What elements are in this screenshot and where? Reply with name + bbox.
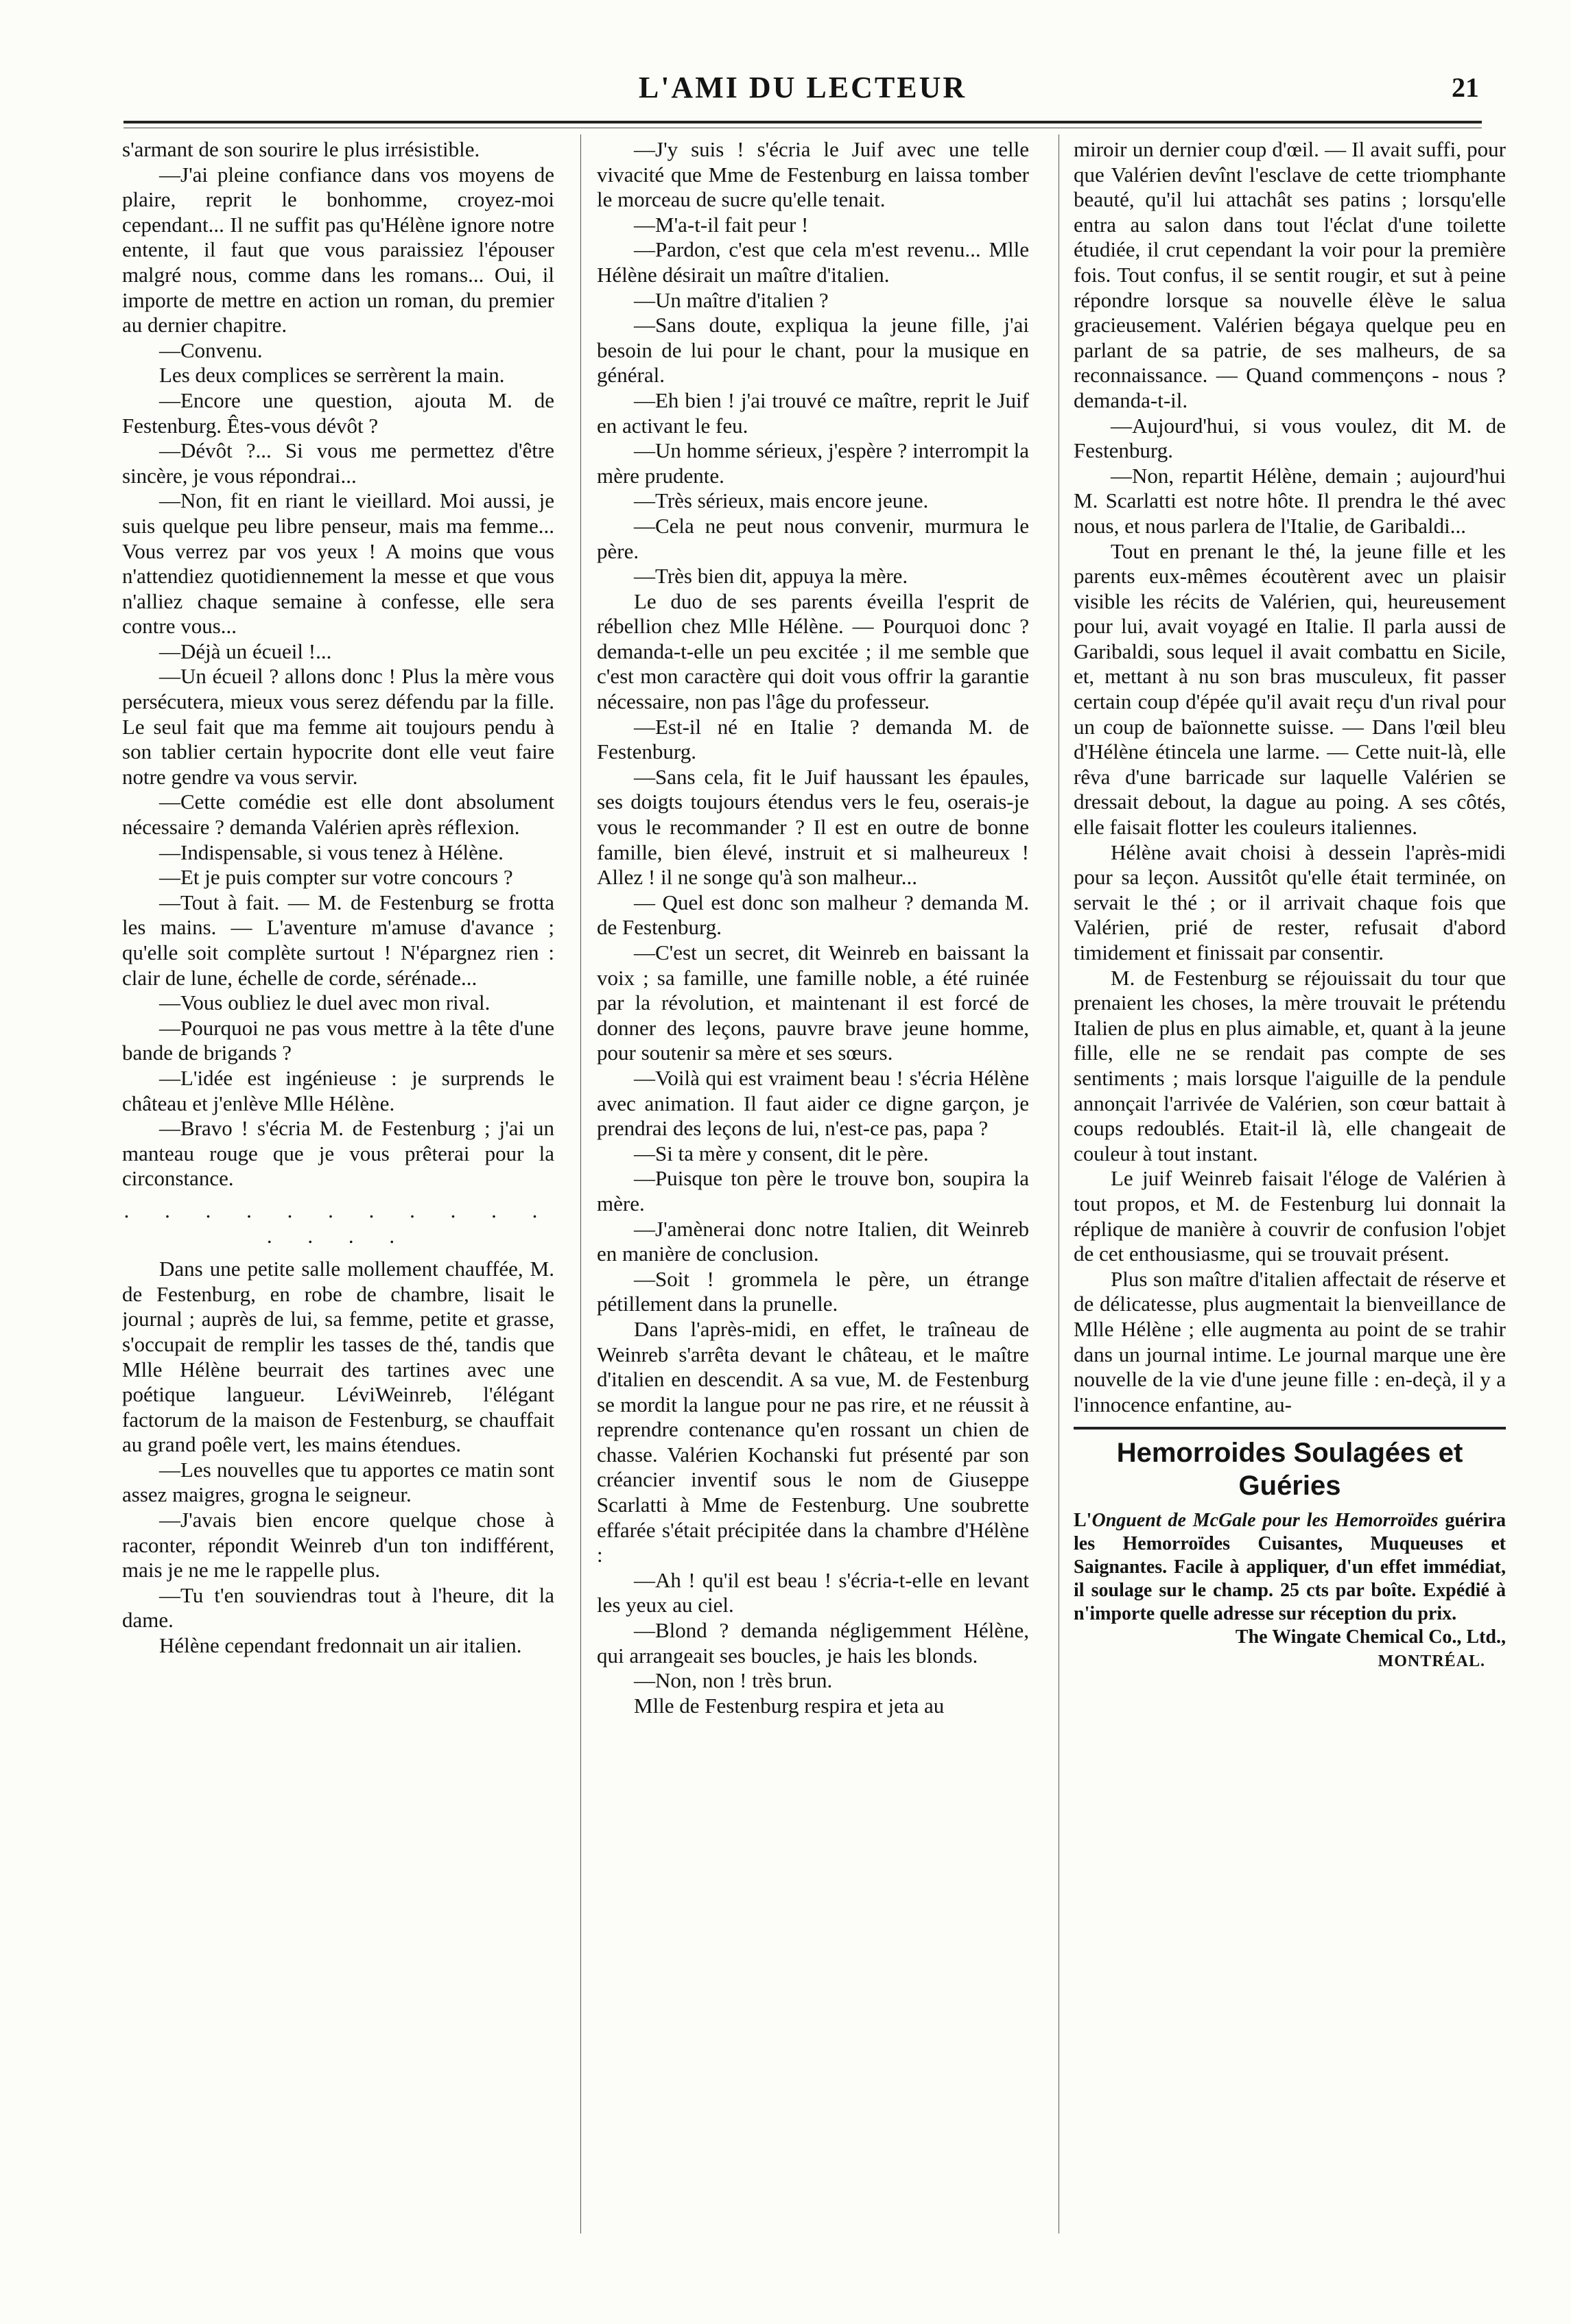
paragraph: —J'avais bien encore quelque chose à raconter, répondit Weinreb d'un ton indifférent, mais je ne me le rappelle plus. bbox=[122, 1508, 554, 1582]
advertisement-product-name: Onguent de McGale pour les Hemorroïdes bbox=[1091, 1510, 1439, 1532]
advertisement-body-text: guérira les Hemorroïdes Cuisantes, Muqueuses et Saignantes. Facile à appliquer, d'un effet immédiat, il soulage sur le champ. 25 cts par boîte. Expédié à n'importe quelle adresse sur réception du prix. bbox=[1074, 1510, 1506, 1625]
header-rule bbox=[123, 121, 1482, 123]
paragraph: —L'idée est ingénieuse : je surprends le château et j'enlève Mlle Hélène. bbox=[122, 1065, 554, 1115]
paragraph: —Blond ? demanda négligemment Hélène, qui arrangeait ses boucles, je hais les blonds. bbox=[597, 1618, 1029, 1668]
paragraph: —J'ai pleine confiance dans vos moyens de plaire, reprit le bonhomme, croyez-moi cependant... Il ne suffit pas qu'Hélène ignore notre entente, il faut que vous paraissiez l'épouser malgré nous, comme dans les romans... Oui, il importe de mettre en action un roman, du premier au dernier chapitre. bbox=[122, 162, 554, 337]
paragraph: —Ah ! qu'il est beau ! s'écria-t-elle en levant les yeux au ciel. bbox=[597, 1567, 1029, 1617]
paragraph: Plus son maître d'italien affectait de réserve et de délicatesse, plus augmentait la bienveillance de Mlle Hélène ; elle augmenta au point de se trahir dans un journal intime. Le journal marque une ère nouvelle de la vie d'une jeune fille : en-deçà, il y a l'innocence enfantine, au- bbox=[1074, 1266, 1506, 1416]
paragraph: —Non, fit en riant le vieillard. Moi aussi, je suis quelque peu libre penseur, mais ma femme... Vous verrez par vos yeux ! A moins que vous n'attendiez quotidiennement la messe et que vous n'alliez chaque semaine à confesse, elle sera contre vous... bbox=[122, 488, 554, 639]
paragraph: —C'est un secret, dit Weinreb en baissant la voix ; sa famille, une famille noble, a été ruinée par la révolution, et maintenant il est forcé de donner des leçons, pauvre brave jeune homme, pour soutenir sa mère et ses sœurs. bbox=[597, 940, 1029, 1065]
paragraph: —Convenu. bbox=[159, 337, 263, 362]
paragraph: Hélène cependant fredonnait un air italien. bbox=[159, 1633, 522, 1658]
paragraph: Dans une petite salle mollement chauffée, M. de Festenburg, en robe de chambre, lisait le journal ; auprès de lui, sa femme, petite et grasse, s'occupait de remplir les tasses de thé, tandis que Mlle Hélène beurrait des tartines avec une poétique langueur. LéviWeinreb, l'élégant factorum de la maison de Festenburg, se chauffait au grand poêle vert, les mains étendues. bbox=[122, 1257, 554, 1457]
paragraph: —Voilà qui est vraiment beau ! s'écria Hélène avec animation. Il faut aider ce digne garçon, je prendrai des leçons de lui, n'est-ce pas, papa ? bbox=[597, 1065, 1029, 1141]
paragraph: —Pourquoi ne pas vous mettre à la tête d'une bande de brigands ? bbox=[122, 1015, 554, 1065]
paragraph: —Non, repartit Hélène, demain ; aujourd'hui M. Scarlatti est notre hôte. Il prendra le thé avec nous, et nous parlera de l'Italie, de Garibaldi... bbox=[1074, 463, 1506, 538]
advertisement-body bbox=[1074, 1509, 1506, 1626]
paragraph: —Les nouvelles que tu apportes ce matin sont assez maigres, grogna le seigneur. bbox=[122, 1457, 554, 1507]
paragraph: miroir un dernier coup d'œil. — Il avait suffi, pour que Valérien devînt l'esclave de cette triomphante beauté, qu'il lui attachât ses patins ; lorsqu'elle entra au salon dans tout l'éclat d'une toilette étudiée, il crut cependant la voir pour la première fois. Tout confus, il se sentit rougir, et sut à peine répondre lorsque sa nouvelle élève le salua gracieusement. Valérien bégaya quelque peu en parlant de sa patrie, de ses malheurs, de sa reconnaissance. — Quand commençons - nous ? demanda-t-il. bbox=[1074, 137, 1506, 412]
paragraph: —Sans doute, expliqua la jeune fille, j'ai besoin de lui pour le chant, pour la musique en général. bbox=[597, 313, 1029, 388]
paragraph: —Un maître d'italien ? bbox=[634, 287, 829, 312]
paragraph: Tout en prenant le thé, la jeune fille et les parents eux-mêmes écoutèrent avec un plaisir visible les récits de Valérien, qui, heureusement pour lui, avait voyagé en Italie. Il parla aussi de Garibaldi, sous lequel il avait combattu en Sicile, et, mettant à nu son bras musculeux, fit passer certain coup d'épée qu'il avait reçu d'un rival pour un coup de baïonnette suisse. — Dans l'œil bleu d'Hélène étincela une larme. — Cette nuit-là, elle rêva d'une barricade sur laquelle Valérien se dressait debout, la dague au poing. A ses côtés, elle faisait flotter les couleurs italiennes. bbox=[1074, 538, 1506, 840]
paragraph: —Eh bien ! j'ai trouvé ce maître, reprit le Juif en activant le feu. bbox=[597, 388, 1029, 438]
paragraph: —Soit ! grommela le père, un étrange pétillement dans la prunelle. bbox=[597, 1266, 1029, 1316]
journal-title: L'AMI DU LECTEUR bbox=[638, 71, 967, 104]
paragraph: —Est-il né en Italie ? demanda M. de Festenburg. bbox=[597, 714, 1029, 764]
paragraph: —Pardon, c'est que cela m'est revenu... Mlle Hélène désirait un maître d'italien. bbox=[597, 237, 1029, 287]
advertisement-title: Hemorroides Soulagées et Guéries bbox=[1116, 1438, 1463, 1502]
paragraph: —Puisque ton père le trouve bon, soupira la mère. bbox=[597, 1166, 1029, 1216]
advertisement-rule bbox=[1074, 1427, 1506, 1430]
paragraph: —Encore une question, ajouta M. de Festenburg. Êtes-vous dévôt ? bbox=[122, 388, 554, 438]
paragraph: —Vous oubliez le duel avec mon rival. bbox=[159, 991, 491, 1015]
paragraph: Le juif Weinreb faisait l'éloge de Valérien à tout propos, et M. de Festenburg lui donnait la réplique de manière à couvrir de confusion l'objet de cet enthousiasme, qui se trouvait présent. bbox=[1074, 1166, 1506, 1266]
paragraph: —Cela ne peut nous convenir, murmura le père. bbox=[597, 513, 1029, 563]
paragraph: —Sans cela, fit le Juif haussant les épaules, ses doigts toujours étendus vers le feu, oserais-je vous le recommander ? Il est en outre de bonne famille, bien élevé, instruit et si malheureux ! Allez ! il ne songe qu'à son malheur... bbox=[597, 764, 1029, 890]
paragraph: Hélène avait choisi à dessein l'après-midi pour sa leçon. Aussitôt qu'elle était terminée, on servait le thé ; or il arrivait chaque fois que Valérien, prié de rester, refusait d'abord timidement et finissait par consentir. bbox=[1074, 840, 1506, 964]
advertisement-body-intro: L' bbox=[1074, 1510, 1092, 1532]
paragraph: Dans l'après-midi, en effet, le traîneau de Weinreb s'arrêta devant le château, et le maître d'italien en descendit. A sa vue, M. de Festenburg se mordit la langue pour ne pas rire, et ne réussit à reprendre contenance qu'en rossant un chien de chasse. Valérien Kochanski fut présenté par son créancier inventif sous le nom de Giuseppe Scarlatti à Mme de Festenburg. Une soubrette effarée s'était précipitée dans la chambre d'Hélène : bbox=[597, 1316, 1029, 1567]
paragraph: —Un écueil ? allons donc ! Plus la mère vous persécutera, mieux vous serez défendu par la fille. Le seul fait que ma femme ait toujours pendu à son tablier certain hypocrite dont elle veut faire notre gendre va vous servir. bbox=[122, 664, 554, 789]
paragraph: —Cette comédie est elle dont absolument nécessaire ? demanda Valérien après réflexion. bbox=[122, 790, 554, 840]
advertisement bbox=[1074, 1436, 1506, 1674]
page-header bbox=[123, 66, 1482, 107]
paragraph: Le duo de ses parents éveilla l'esprit de rébellion chez Mlle Hélène. — Pourquoi donc ? demanda-t-elle un peu excitée ; il me semble que c'est mon caractère qui doit vous offrir la garantie nécessaire, non pas l'âge du professeur. bbox=[597, 589, 1029, 714]
text-column-1 bbox=[122, 137, 554, 2264]
text-column-3 bbox=[1074, 137, 1506, 2264]
paragraph: —Un homme sérieux, j'espère ? interrompit la mère prudente. bbox=[597, 438, 1029, 488]
paragraph: Mlle de Festenburg respira et jeta au bbox=[634, 1693, 945, 1718]
column-separator bbox=[580, 134, 581, 2233]
paragraph: —Aujourd'hui, si vous voulez, dit M. de Festenburg. bbox=[1074, 413, 1506, 463]
section-break: . . . . . . . . . . . . . . . bbox=[123, 1198, 553, 1248]
paragraph: —Dévôt ?... Si vous me permettez d'être sincère, je vous répondrai... bbox=[122, 438, 554, 488]
paragraph: s'armant de son sourire le plus irrésistible. bbox=[122, 137, 480, 161]
text-column-2 bbox=[597, 137, 1029, 2264]
paragraph: M. de Festenburg se réjouissait du tour que prenaient les choses, la mère trouvait le prétendu Italien de plus en plus aimable, et, quant à la jeune fille, elle ne se rendait pas compte de ses sentiments ; mais lorsque l'aiguille de la pendule annonçait l'arrivée de Valérien, son cœur battait à coups redoublés. Etait-il là, elle changeait de couleur à tout instant. bbox=[1074, 965, 1506, 1165]
paragraph: —Bravo ! s'écria M. de Festenburg ; j'ai un manteau rouge que je vous prêterai pour la circonstance. bbox=[122, 1116, 554, 1191]
paragraph: —Non, non ! très brun. bbox=[634, 1668, 833, 1693]
paragraph: —Si ta mère y consent, dit le père. bbox=[634, 1141, 929, 1165]
paragraph: —Indispensable, si vous tenez à Hélène. bbox=[159, 840, 504, 864]
paragraph: —J'y suis ! s'écria le Juif avec une telle vivacité que Mme de Festenburg en laissa tomber le morceau de sucre qu'elle tenait. bbox=[597, 137, 1029, 212]
paragraph: —Et je puis compter sur votre concours ? bbox=[159, 865, 513, 890]
paragraph: —J'amènerai donc notre Italien, dit Weinreb en manière de conclusion. bbox=[597, 1216, 1029, 1266]
paragraph: —Tu t'en souviendras tout à l'heure, dit la dame. bbox=[122, 1582, 554, 1633]
paragraph: —Très bien dit, appuya la mère. bbox=[634, 564, 908, 589]
paragraph: Les deux complices se serrèrent la main. bbox=[159, 363, 505, 388]
paragraph: —Très sérieux, mais encore jeune. bbox=[634, 488, 929, 513]
paragraph: —M'a-t-il fait peur ! bbox=[634, 212, 809, 237]
advertisement-company: The Wingate Chemical Co., Ltd., bbox=[1235, 1626, 1506, 1648]
advertisement-city: MONTRÉAL. bbox=[1378, 1652, 1485, 1671]
paragraph: —Tout à fait. — M. de Festenburg se frotta les mains. — L'aventure m'amuse d'avance ; qu'elle soit complète surtout ! N'épargnez rien : clair de lune, échelle de corde, sérénade... bbox=[122, 890, 554, 990]
paragraph: —Déjà un écueil !... bbox=[159, 639, 332, 663]
page-number: 21 bbox=[1452, 72, 1479, 103]
paragraph: — Quel est donc son malheur ? demanda M. de Festenburg. bbox=[597, 890, 1029, 940]
